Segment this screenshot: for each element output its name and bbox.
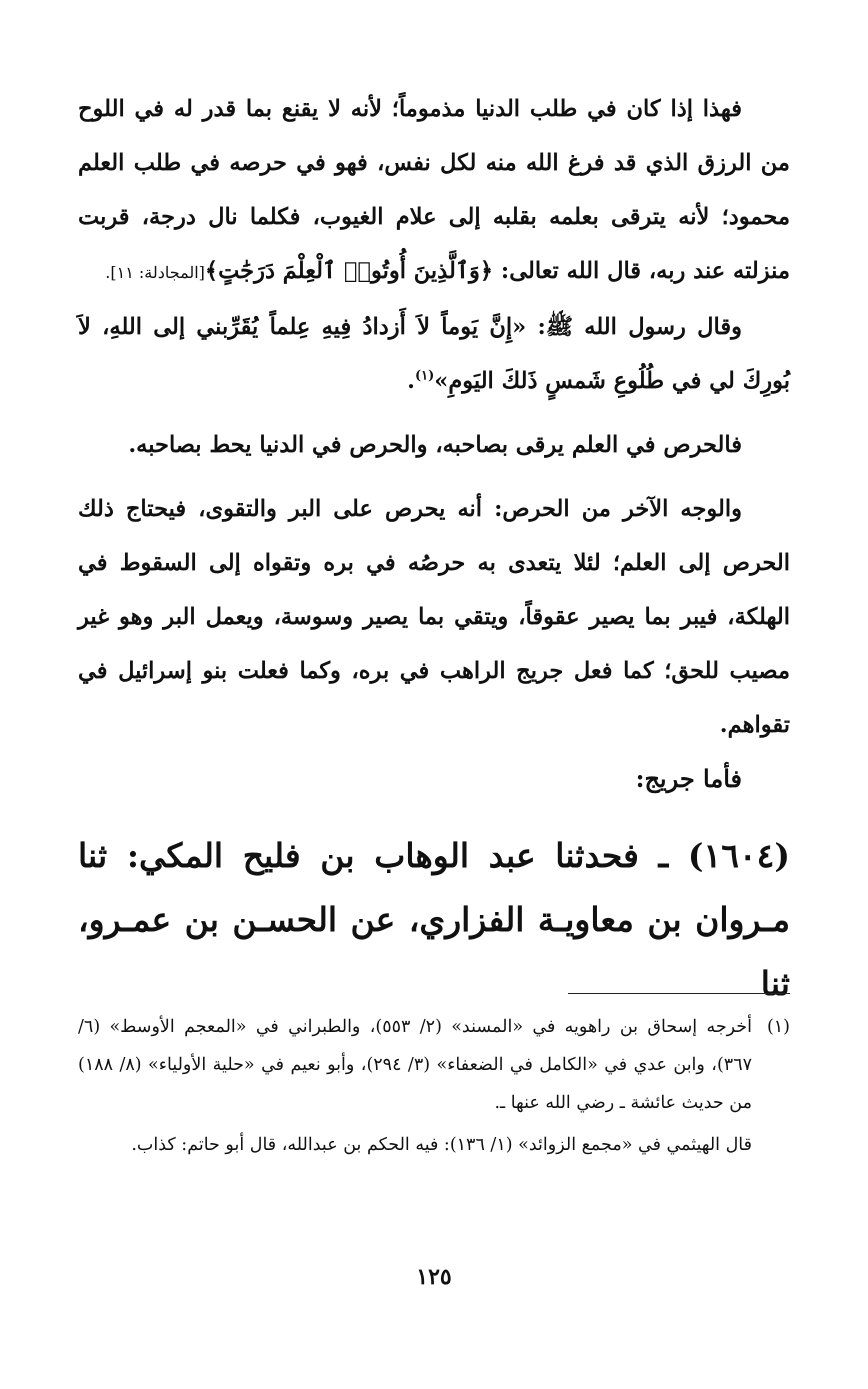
paragraph-1 [78,82,790,300]
footnote-1-number: (١) [766,1017,790,1037]
section-subheading: فأما جريج: [635,764,742,793]
page-number: ١٢٥ [416,1264,452,1290]
paragraph-3: فالحرص في العلم يرقى بصاحبه، والحرص في الدنيا يحط بصاحبه. [128,432,742,458]
paragraph-1-text: فهذا إذا كان في طلب الدنيا مذموماً؛ لأنه لا يقنع بما قدر له في اللوح من الرزق الذي قد فرغ الله منه لكل نفس، فهو في حرصه في طلب العلم محمود؛ لأنه يترقى بعلمه بقلبه إلى علام الغيوب، فكلما نال درجة، قربت منزلته عند ربه، قال الله تعالى: [78,96,790,284]
footnotes [78,1008,790,1164]
footnote-divider [568,993,790,994]
footnote-marker: (١) [414,368,435,384]
paragraph-2 [78,300,790,408]
paragraph-2-intro: وقال رسول الله ﷺ: [537,314,742,340]
footnote-1-text: أخرجه إسحاق بن راهويه في «المسند» (٢/ ٥٥٣)، والطبراني في «المعجم الأوسط» (٦/ ٣٦٧)، وابن عدي في «الكامل في الضعفاء» (٣/ ٢٩٤)، وأبو نعيم في «حلية الأولياء» (٨/ ١٨٨) من حديث عائشة ـ رضي الله عنها ـ. [78,1017,752,1113]
hadith-isnad: (١٦٠٤) ـ فحدثنا عبد الوهاب بن فليح المكي: ثنا مـروان بن معاويـة الفزاري، عن الحسـن بن عمـرو، ثنا [78,836,790,1003]
quran-citation: [المجادلة: ١١]. [105,263,205,282]
footnote-1-continuation: قال الهيثمي في «مجمع الزوائد» (١/ ١٣٦): فيه الحكم بن عبدالله، قال أبو حاتم: كذاب. [131,1135,752,1155]
main-text [78,82,790,806]
quran-verse: ﴿وَٱلَّذِينَ أُوتُوا۟ ٱلْعِلْمَ دَرَجَٰتٍ﴾ [204,258,494,284]
paragraph-4: والوجه الآخر من الحرص: أنه يحرص على البر والتقوى، فيحتاج ذلك الحرص إلى العلم؛ لئلا يتعدى به حرصُه في بره وتقواه إلى السقوط في الهلكة، فيبر بما يصير عقوقاً، ويتقي بما يصير وسوسة، ويعمل البر وهو غير مصيب للحق؛ كما فعل جريج الراهب في بره، وكما فعلت بنو إسرائيل في تقواهم. [78,496,790,738]
paragraph-2-end: . [407,368,415,394]
hadith-text: «إِنَّ يَوماً لاَ أَزدادُ فِيهِ عِلماً يُقَرِّبني إلى اللهِ، لاَ بُورِكَ لي في طُلُوعِ شَمسٍ ذَلكَ اليَومِ» [78,314,790,394]
footnote-1 [78,1008,790,1122]
